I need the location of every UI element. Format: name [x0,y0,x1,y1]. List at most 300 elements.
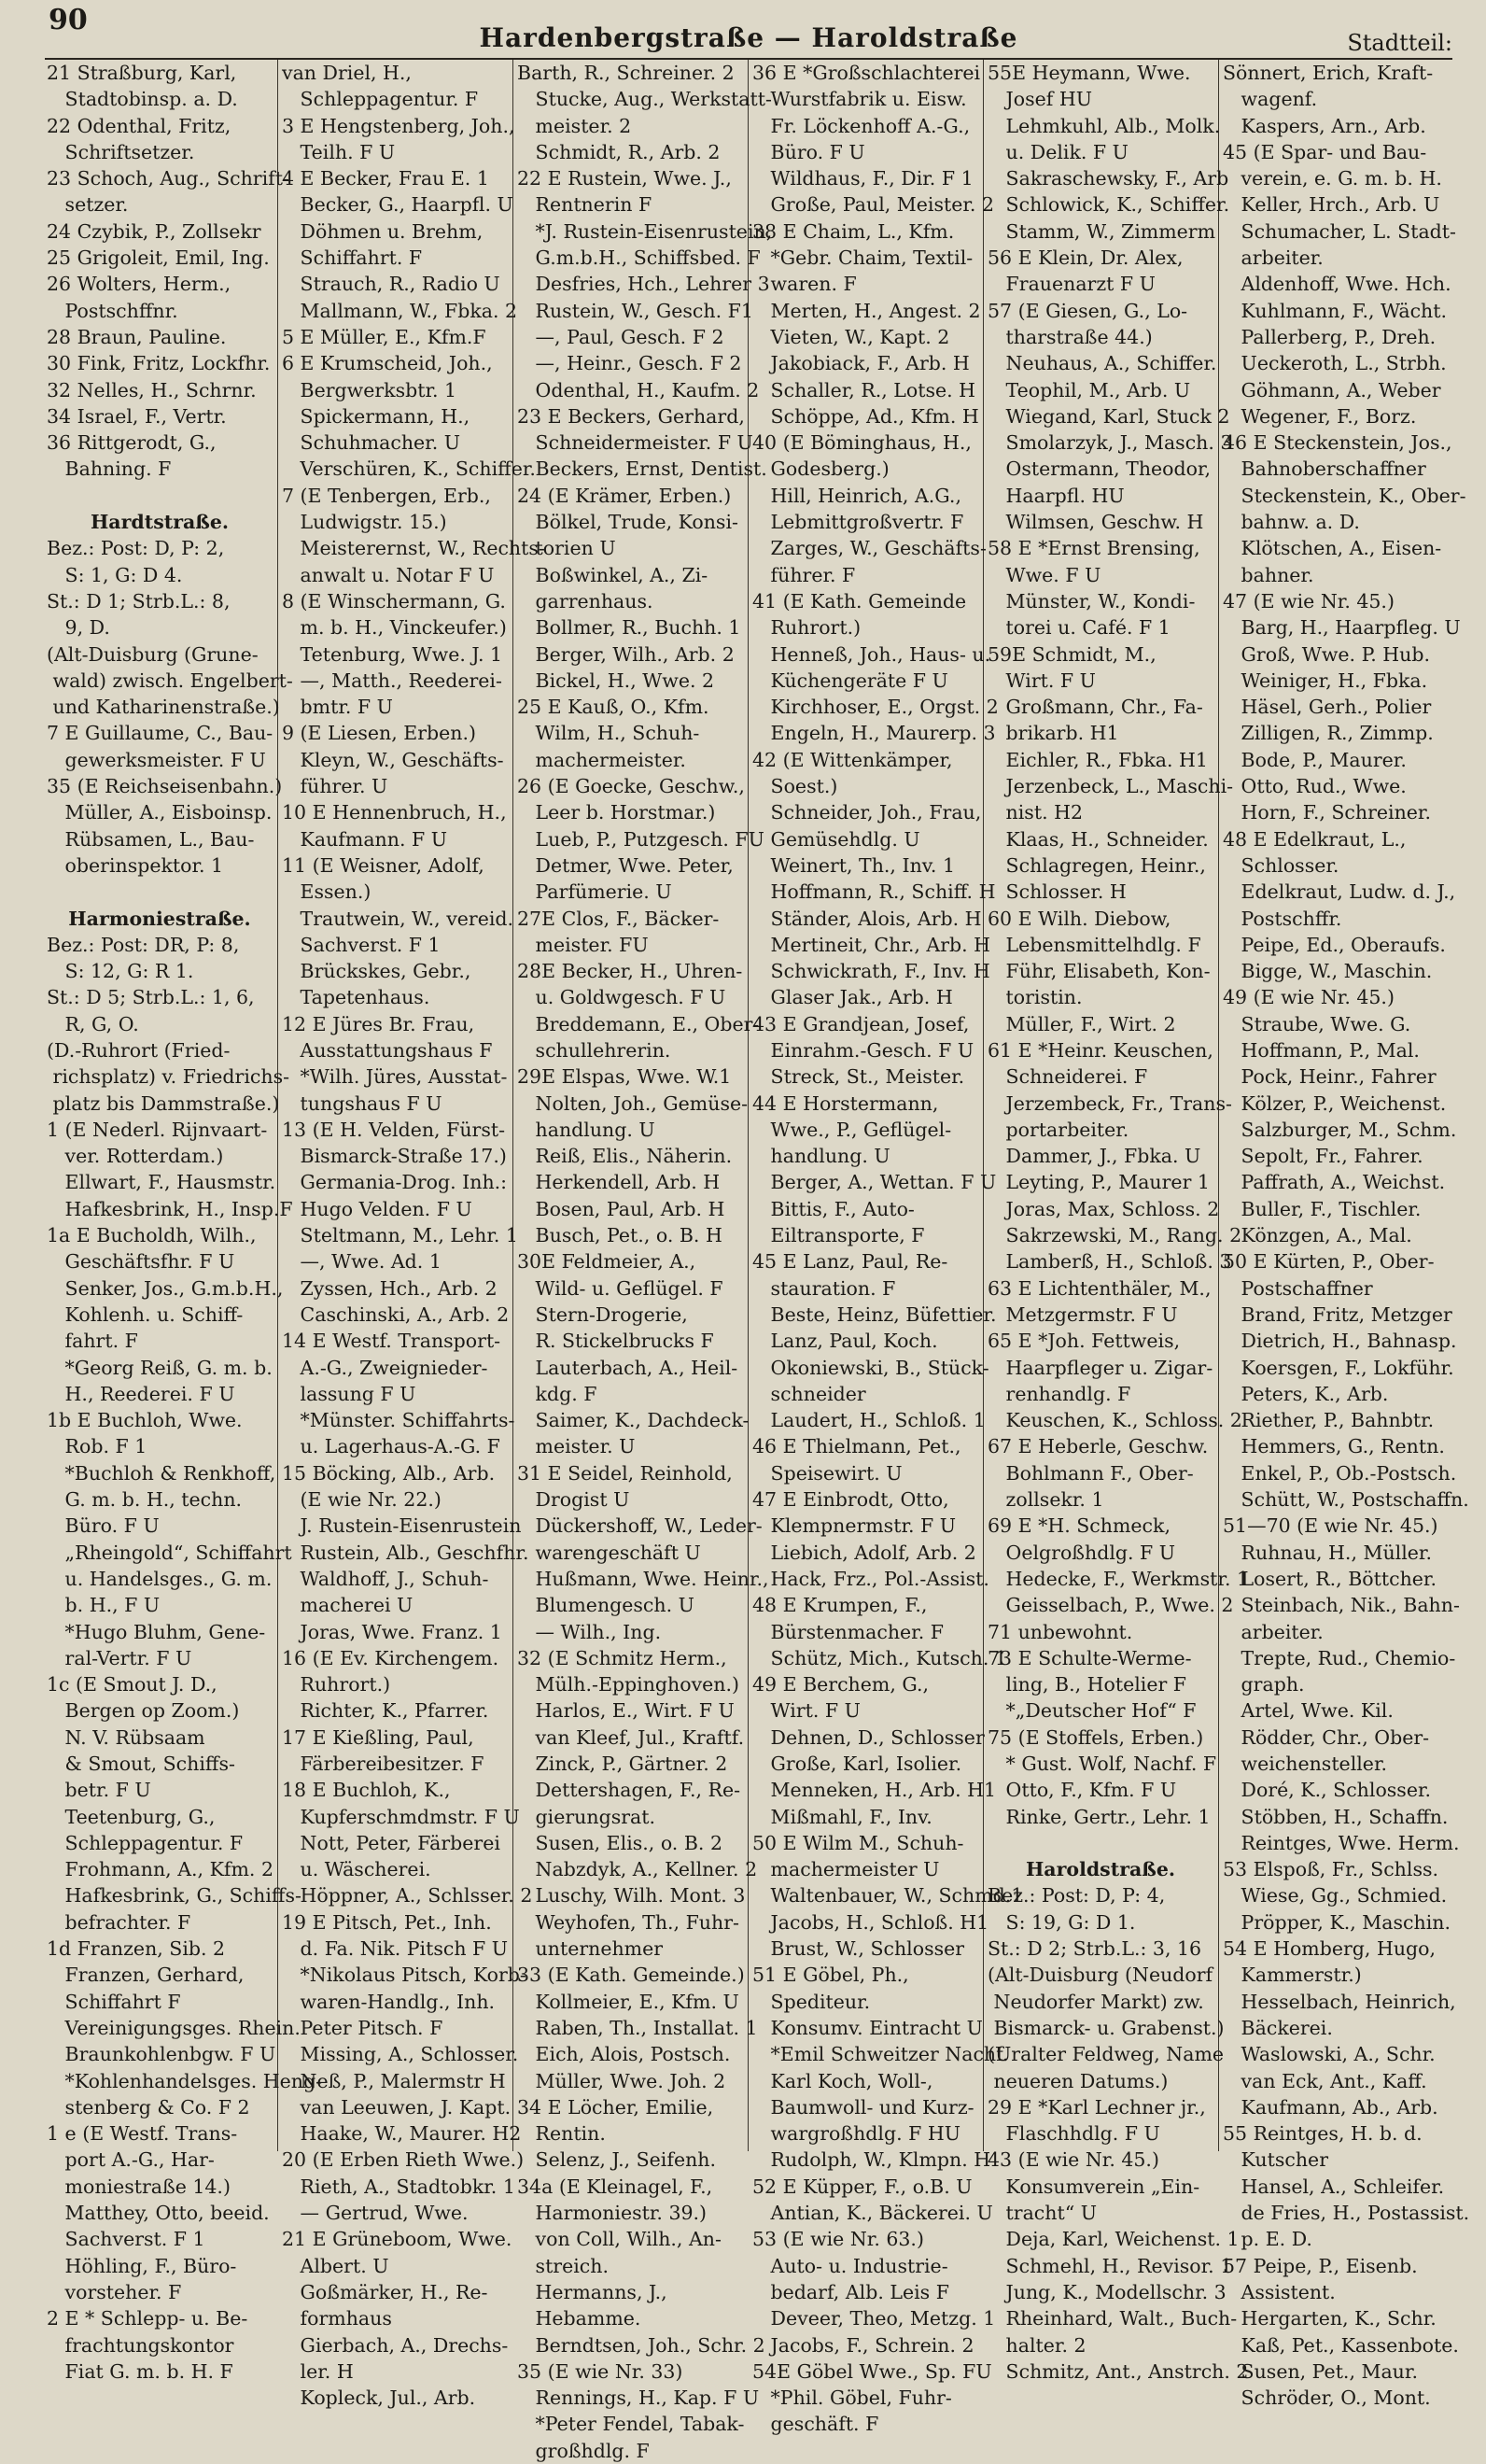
entry-line: Kölzer, P., Weichenst. [1223,1091,1447,1115]
entry-line: Rustein, Alb., Geschfhr. [282,1541,529,1564]
entry-line: 1c (E Smout J. D., [47,1673,217,1697]
entry-line: Antian, K., Bäckerei. U [752,2202,993,2225]
entry-line: *Kohlenhandelsges. Heng- [47,2069,323,2092]
entry-line: fahrt. F [47,1330,138,1353]
entry-line: u. Wäscherei. [282,1858,431,1881]
entry-line: Müller, Wwe. Joh. 2 [517,2069,726,2092]
entry-line: Hugo Velden. F U [282,1197,472,1220]
entry-line: van Kleef, Jul., Kraftf. [517,1725,745,1749]
entry-line: formhaus [282,2307,392,2330]
entry-line: 41 (E Kath. Gemeinde [752,589,967,612]
entry-line: S: 1, G: D 4. [47,563,183,586]
entry-line: Rentnerin F [517,193,652,217]
entry-line: Dehnen, D., Schlosser [752,1725,985,1749]
entry-line: garrenhaus. [517,589,653,612]
entry-line: *J. Rustein-Eisenrustein, [517,219,773,243]
entry-line: Neudorfer Markt) zw. [988,1990,1204,2013]
entry-line: Gierbach, A., Drechs- [282,2333,509,2357]
entry-line: Missing, A., Schlosser. [282,2043,519,2066]
entry-line: Vieten, W., Kapt. 2 [752,325,950,348]
entry-line: d. Fa. Nik. Pitsch F U [282,1937,509,1961]
entry-line: Sachverst. F 1 [282,933,441,956]
entry-line: Ausstattungshaus F [282,1038,493,1062]
entry-line: 25 Grigoleit, Emil, Ing. [47,246,270,270]
entry-line: Lueb, P., Putzgesch. FU [517,827,764,851]
entry-line: Hafkesbrink, H., Insp.F [47,1197,293,1220]
entry-line: 2 E * Schlepp- u. Be- [47,2307,248,2330]
entry-line: Baumwoll- und Kurz- [752,2095,974,2119]
entry-line: 4 E Becker, Frau E. 1 [282,167,489,190]
entry-line: Mallmann, W., Fbka. 2 [282,299,518,322]
entry-line: frachtungskontor [47,2333,234,2357]
entry-line: verein, e. G. m. b. H. [1223,167,1442,190]
entry-line: 40 (E Böminghaus, H., [752,431,972,455]
entry-line: Teilh. F U [282,140,396,163]
entry-line: & Smout, Schiffs- [47,1753,235,1775]
entry-line: Berger, A., Wettan. F U [752,1171,997,1194]
entry-line: Odenthal, H., Kaufm. 2 [517,378,760,401]
entry-line: Bez.: Post: D, P: 2, [47,537,225,560]
entry-line: Kirchhoser, E., Orgst. 2 [752,696,999,719]
entry-line: Klötschen, A., Eisen- [1223,537,1442,560]
entry-line: großhdlg. F [517,2439,650,2462]
entry-line: Meisterernst, W., Rechts- [282,537,545,560]
entry-line: 51—70 (E wie Nr. 45.) [1223,1514,1438,1538]
entry-line: Berger, Wilh., Arb. 2 [517,642,735,666]
entry-line: J. Rustein-Eisenrustein [282,1514,522,1538]
entry-line: Steltmann, M., Lehr. 1 [282,1224,518,1247]
entry-line: Waldhoff, J., Schuh- [282,1567,489,1590]
entry-line: Beste, Heinz, Büfettier. [752,1302,997,1326]
entry-line: 11 (E Weisner, Adolf, [282,853,484,877]
entry-line: Paffrath, A., Weichst. [1223,1171,1446,1194]
entry-line: Kutscher [1223,2148,1328,2172]
entry-line: van Leeuwen, J. Kapt. [282,2095,512,2119]
entry-line: N. V. Rübsaam [47,1725,205,1749]
entry-line: Keller, Hrch., Arb. U [1223,193,1440,217]
entry-line: Straube, Wwe. G. [1223,1012,1411,1035]
entry-line: Leyting, P., Maurer 1 [988,1171,1210,1194]
entry-line: 32 (E Schmitz Herm., [517,1646,727,1669]
entry-line: H., Reederei. F U [47,1382,235,1405]
entry-line: Senker, Jos., G.m.b.H., [47,1276,284,1300]
entry-line: Peters, K., Arb. [1223,1382,1389,1405]
entry-line: Zilligen, R., Zimmp. [1223,722,1434,745]
entry-line: Häsel, Gerh., Polier [1223,696,1432,719]
entry-line: Schütz, Mich., Kutsch. 1 [752,1646,1007,1669]
entry-line: Bergwerksbtr. 1 [282,378,457,401]
entry-line: Leer b. Horstmar.) [517,801,716,824]
entry-line: Frohmann, A., Kfm. 2 [47,1858,273,1881]
entry-line: Schlosser. [1223,853,1339,877]
entry-line: Weyhofen, Th., Fuhr- [517,1910,739,1934]
entry-line: platz bis Dammstraße.) [47,1091,280,1115]
entry-line: Otto, F., Kfm. F U [988,1779,1177,1802]
entry-line: *Nikolaus Pitsch, Korb- [282,1964,526,1987]
entry-line: Rübsamen, L., Bau- [47,827,255,851]
section-label: Stadtteil: [1347,30,1452,56]
entry-line: 32 Nelles, H., Schrnr. [47,378,257,401]
entry-line: Wiese, Gg., Schmied. [1223,1884,1448,1908]
entry-line: 21 E Grüneboom, Wwe. [282,2228,512,2251]
entry-line: Ruhnau, H., Müller. [1223,1541,1432,1564]
entry-line: Stern-Drogerie, [517,1302,688,1326]
entry-line: bahner. [1223,563,1314,586]
entry-line: Wirt. F U [988,669,1096,692]
entry-line: Fr. Löckenhoff A.-G., [752,114,971,137]
entry-line: Schmehl, H., Revisor. 1 [988,2254,1233,2277]
entry-line: Artel, Wwe. Kil. [1223,1699,1394,1723]
entry-line: 9, D. [47,616,110,640]
entry-line: gierungsrat. [517,1805,655,1828]
page-title: Hardenbergstraße — Haroldstraße [479,22,1018,53]
entry-line: Joras, Wwe. Franz. 1 [282,1620,502,1643]
entry-line: R. Stickelbrucks F [517,1330,714,1353]
entry-line: * Gust. Wolf, Nachf. F [988,1753,1217,1775]
entry-line: 65 E *Joh. Fettweis, [988,1330,1181,1353]
entry-line: portarbeiter. [988,1118,1129,1141]
entry-line: Losert, R., Böttcher. [1223,1567,1437,1590]
entry-line: vorsteher. F [47,2280,182,2303]
entry-line: Breddemann, E., Ober- [517,1012,760,1035]
entry-line: Rob. F 1 [47,1435,147,1458]
entry-line: Schlosser. H [988,880,1127,904]
entry-line: Hoffmann, P., Mal. [1223,1038,1420,1062]
entry-line: Führ, Elisabeth, Kon- [988,960,1211,983]
entry-line: Deveer, Theo, Metzg. 1 [752,2307,996,2330]
entry-line: 26 Wolters, Herm., [47,273,231,296]
entry-line: u. Handelsges., G. m. [47,1567,273,1590]
entry-line: Bez.: Post: DR, P: 8, [47,933,240,956]
entry-line: 63 E Lichtenthäler, M., [988,1276,1212,1300]
entry-line: Neß, P., Malermstr H [282,2069,506,2092]
entry-line: Ruhrort.) [752,616,862,640]
entry-line: Schöppe, Ad., Kfm. H [752,404,979,428]
entry-line: Berndtsen, Joh., Schr. 2 [517,2333,765,2357]
entry-line: 53 (E wie Nr. 63.) [752,2228,924,2251]
entry-line: Bahnoberschaffner [1223,458,1426,481]
entry-line: S: 19, G: D 1. [988,1910,1136,1934]
entry-line: Edelkraut, Ludw. d. J., [1223,880,1456,904]
entry-line: Stadtobinsp. a. D. [47,88,238,111]
entry-line: Jacobs, H., Schloß. H1 [752,1910,989,1934]
entry-line: Schlagregen, Heinr., [988,853,1206,877]
entry-line: Horn, F., Schreiner. [1223,801,1431,824]
entry-line: 30E Feldmeier, A., [517,1250,696,1274]
entry-line: Steinbach, Nik., Bahn- [1223,1594,1460,1617]
entry-line: Bigge, W., Maschin. [1223,960,1433,983]
entry-line: Koersgen, F., Lokführ. [1223,1356,1454,1379]
entry-line: handlung. U [517,1118,655,1141]
entry-line: richsplatz) v. Friedrichs- [47,1065,290,1089]
entry-line: brikarb. H1 [988,722,1119,745]
entry-line: neueren Datums.) [988,2069,1169,2092]
entry-line: (D.-Ruhrort (Fried- [47,1038,231,1062]
entry-line: Kohlenh. u. Schiff- [47,1302,244,1326]
entry-line: Nolten, Joh., Gemüse- [517,1091,749,1115]
street-heading: Hardtstraße. [90,511,230,534]
entry-line: Riether, P., Bahnbtr. [1223,1409,1435,1432]
entry-line: Göhmann, A., Weber [1223,378,1441,401]
entry-line: Okoniewski, B., Stück- [752,1356,989,1379]
entry-line: 36 Rittgerodt, G., [47,431,217,455]
entry-line: 1 (E Nederl. Rijnvaart- [47,1118,268,1141]
entry-line: Pallerberg, P., Dreh. [1223,325,1437,348]
entry-line: Tapetenhaus. [282,986,430,1009]
entry-line: Waslowski, A., Schr. [1223,2043,1436,2066]
entry-line: Einrahm.-Gesch. F U [752,1038,974,1062]
entry-line: 35 (E Reichseisenbahn.) [47,775,283,798]
entry-line: 45 E Lanz, Paul, Re- [752,1250,948,1274]
entry-line: Müller, F., Wirt. 2 [988,1012,1176,1035]
entry-line: 55E Heymann, Wwe. [988,62,1191,84]
entry-line: Auto- u. Industrie- [752,2254,948,2277]
entry-line: Ostermann, Theodor, [988,458,1212,481]
entry-line: Reiß, Elis., Näherin. [517,1145,733,1168]
entry-line: und Katharinenstraße.) [47,696,280,719]
entry-line: Bohlmann F., Ober- [988,1461,1194,1485]
entry-line: 47 E Einbrodt, Otto, [752,1488,949,1512]
entry-line: Speisewirt. U [752,1461,903,1485]
entry-line: *Hugo Bluhm, Gene- [47,1620,266,1643]
entry-line: Schleppagentur. F [282,88,479,111]
entry-line: — Gertrud, Wwe. [282,2202,469,2225]
entry-line: Peipe, Ed., Oberaufs. [1223,933,1446,956]
entry-line: Sakrzewski, M., Rang. 2 [988,1224,1242,1247]
entry-line: Desfries, Hch., Lehrer 3 [517,273,770,296]
entry-line: Trepte, Rud., Chemio- [1223,1646,1456,1669]
entry-line: Gemüsehdlg. U [752,827,920,851]
entry-line: 23 Schoch, Aug., Schrift- [47,167,289,190]
entry-line: Schleppagentur. F [47,1831,244,1854]
entry-line: 48 E Edelkraut, L., [1223,827,1407,851]
entry-line: Weiniger, H., Fbka. [1223,669,1428,692]
entry-line: torei u. Café. F 1 [988,616,1171,640]
entry-line: Kaspers, Arn., Arb. [1223,114,1426,137]
entry-line: Germania-Drog. Inh.: [282,1171,508,1194]
entry-line: Sachverst. F 1 [47,2228,205,2251]
entry-line: Dettershagen, F., Re- [517,1779,741,1802]
entry-line: Wurstfabrik u. Eisw. [752,88,967,111]
entry-line: Hack, Frz., Pol.-Assist. [752,1567,989,1590]
entry-line: Rudolph, W., Klmpn. H [752,2148,991,2172]
entry-line: Waltenbauer, W., Schmd.1 [752,1884,1024,1908]
entry-line: Wegener, F., Borz. [1223,404,1417,428]
entry-line: A.-G., Zweignieder- [282,1356,488,1379]
entry-line: Fiat G. m. b. H. F [47,2359,233,2383]
entry-line: Buller, F., Tischler. [1223,1197,1422,1220]
column-6 [1219,60,1470,2410]
entry-line: wald) zwisch. Engelbert- [47,669,293,692]
entry-line: 50 E Kürten, P., Ober- [1223,1250,1435,1274]
entry-line: befrachter. F [47,1910,191,1934]
entry-line: Haarpfl. HU [988,484,1125,507]
entry-line: Ruhrort.) [282,1673,391,1697]
entry-line: Schriftsetzer. [47,140,195,163]
entry-line: u. Goldwgesch. F U [517,986,726,1009]
entry-line: Schneidermeister. F U [517,431,753,455]
entry-line: Haake, W., Maurer. H2 [282,2122,522,2146]
entry-line: Klempnermstr. F U [752,1514,957,1538]
entry-line: Kollmeier, E., Kfm. U [517,1990,739,2013]
entry-line: toristin. [988,986,1083,1009]
entry-line: Kammerstr.) [1223,1964,1362,1987]
entry-line: Glaser Jak., Arb. H [752,986,953,1009]
entry-line: Vereinigungsges. Rhein. [47,2016,301,2039]
entry-line: 30 Fink, Fritz, Lockfhr. [47,352,271,375]
entry-line: torien U [517,537,616,560]
entry-line: Schaller, R., Lotse. H [752,378,976,401]
entry-line: Zyssen, Hch., Arb. 2 [282,1276,498,1300]
entry-line: 35 (E wie Nr. 33) [517,2359,683,2383]
entry-line: Färbereibesitzer. F [282,1753,484,1775]
entry-line: Ludwigstr. 15.) [282,511,447,534]
entry-line: Susen, Elis., o. B. 2 [517,1831,722,1854]
entry-line: Bahning. F [47,458,172,481]
entry-line: 43 E Grandjean, Josef, [752,1012,970,1035]
entry-line: Bürstenmacher. F [752,1620,944,1643]
entry-line: 1 e (E Westf. Trans- [47,2122,238,2146]
entry-line: Jerzenbeck, L., Maschi- [988,775,1234,798]
entry-line: Kuhlmann, F., Wächt. [1223,299,1448,322]
entry-line: 55 Reintges, H. b. d. [1223,2122,1423,2146]
entry-line: Liebich, Adolf, Arb. 2 [752,1541,976,1564]
entry-line: 33 (E Kath. Gemeinde.) [517,1964,745,1987]
entry-line: 22 Odenthal, Fritz, [47,114,231,137]
entry-line: 29 E *Karl Lechner jr., [988,2095,1206,2119]
entry-line: Schuhmacher. U [282,431,461,455]
entry-line: Herkendell, Arb. H [517,1171,721,1194]
entry-line: Matthey, Otto, beeid. [47,2202,270,2225]
entry-line: 7 E Guillaume, C., Bau- [47,722,273,745]
entry-line: Wildhaus, F., Dir. F 1 [752,167,974,190]
entry-line: S: 12, G: R 1. [47,960,194,983]
entry-line: 26 (E Goecke, Geschw., [517,775,745,798]
entry-line: u. Lagerhaus-A.-G. F [282,1435,500,1458]
entry-line: 53 Elspoß, Fr., Schlss. [1223,1858,1438,1881]
entry-line: Brand, Fritz, Metzger [1223,1302,1452,1326]
entry-line: 20 (E Erben Rieth Wwe.) [282,2148,525,2172]
entry-line: 54 E Homberg, Hugo, [1223,1937,1437,1961]
entry-line: meister. FU [517,933,649,956]
entry-line: Höppner, A., Schlsser. 2 [282,1884,533,1908]
entry-line: Dammer, J., Fbka. U [988,1145,1201,1168]
entry-line: Neuhaus, A., Schiffer. [988,352,1217,375]
entry-line: Schlowick, K., Schiffer. [988,193,1230,217]
entry-line: Jakobiack, F., Arb. H [752,352,970,375]
entry-line: Streck, St., Meister. [752,1065,965,1089]
entry-line: Hergarten, K., Schr. [1223,2307,1437,2330]
entry-line: Franzen, Gerhard, [47,1964,245,1987]
entry-line: Pock, Heinr., Fahrer [1223,1065,1437,1089]
entry-line: waren-Handlg., Inh. [282,1990,496,2013]
entry-line: Bäckerei. [1223,2016,1333,2039]
entry-line: Müller, A., Eisboinsp. [47,801,273,824]
entry-line: Lamberß, H., Schloß. 3 [988,1250,1232,1274]
entry-line: Metzgermstr. F U [988,1302,1178,1326]
entry-line: Kaß, Pet., Kassenbote. [1223,2333,1459,2357]
entry-line: Küchengeräte F U [752,669,948,692]
entry-line: Schmitz, Ant., Anstrch. 2 [988,2359,1249,2383]
entry-line: *Buchloh & Renkhoff, [47,1461,276,1485]
entry-line: Bismarck- u. Grabenst.) [988,2016,1225,2039]
entry-line: —, Paul, Gesch. F 2 [517,325,724,348]
entry-line: Geisselbach, P., Wwe. 2 [988,1594,1234,1617]
entry-line: Susen, Pet., Maur. [1223,2359,1418,2383]
entry-line: m. b. H., Vinckeufer.) [282,616,507,640]
entry-line: Zinck, P., Gärtner. 2 [517,1753,728,1775]
entry-line: 44 E Horstermann, [752,1091,939,1115]
column-2 [278,60,545,2410]
entry-line: 34 Israel, F., Vertr. [47,404,227,428]
entry-line: de Fries, H., Postassist. [1223,2202,1470,2225]
entry-line: 16 (E Ev. Kirchengem. [282,1646,499,1669]
entry-line: (Uralter Feldweg, Name [988,2043,1225,2066]
street-heading: Haroldstraße. [1025,1858,1176,1881]
entry-line: Richter, K., Pfarrer. [282,1699,489,1723]
entry-line: Ueckeroth, L., Strbh. [1223,352,1447,375]
column-5 [984,60,1250,2383]
entry-line: Konsumv. Eintracht U [752,2016,983,2039]
entry-line: u. Delik. F U [988,140,1129,163]
entry-line: Brückskes, Gebr., [282,960,471,983]
entry-line: port A.-G., Har- [47,2148,215,2172]
entry-line: Hebamme. [517,2307,641,2330]
entry-line: setzer. [47,193,129,217]
entry-line: 45 (E Spar- und Bau- [1223,140,1427,163]
entry-line: bmtr. F U [282,696,393,719]
entry-line: 49 E Berchem, G., [752,1673,930,1697]
entry-line: Rennings, H., Kap. F U [517,2387,760,2410]
entry-line: Keuschen, K., Schloss. 2 [988,1409,1242,1432]
entry-line: ling, B., Hotelier F [988,1673,1187,1697]
entry-line: 18 E Buchloh, K., [282,1779,451,1802]
entry-line: Stöbben, H., Schaffn. [1223,1805,1449,1828]
entry-line: 48 E Krumpen, F., [752,1594,928,1617]
street-heading: Harmoniestraße. [68,907,251,930]
entry-line: 1d Franzen, Sib. 2 [47,1937,226,1961]
entry-line: 52 E Küpper, F., o.B. U [752,2175,973,2198]
entry-line: p. E. D. [1223,2228,1312,2251]
entry-line: arbeiter. [1223,246,1324,270]
entry-line: 3 E Hengstenberg, Joh., [282,114,515,137]
entry-line: 43 (E wie Nr. 45.) [988,2148,1159,2172]
entry-line: 29E Elspas, Wwe. W.1 [517,1065,732,1089]
entry-line: 8 (E Winschermann, G. [282,589,506,612]
entry-line: geschäft. F [752,2413,879,2436]
entry-line: Kupferschmdmstr. F U [282,1805,520,1828]
entry-line: Otto, Rud., Wwe. [1223,775,1407,798]
entry-line: Büro. F U [752,140,865,163]
entry-line: Schiffahrt. F [282,246,423,270]
entry-line: Henneß, Joh., Haus- u. [752,642,991,666]
entry-line: Bez.: Post: D, P: 4, [988,1884,1166,1908]
entry-line: Beckers, Ernst, Dentist. [517,458,767,481]
entry-line: Rentin. [517,2122,606,2146]
entry-line: Döhmen u. Brehm, [282,219,484,243]
entry-line: Detmer, Wwe. Peter, [517,853,734,877]
entry-line: 28E Becker, H., Uhren- [517,960,743,983]
entry-line: Deja, Karl, Weichenst. 1 [988,2228,1240,2251]
entry-line: Strauch, R., Radio U [282,273,500,296]
entry-line: Hoffmann, R., Schiff. H [752,880,996,904]
entry-line: Stucke, Aug., Werkstatt- [517,88,772,111]
entry-line: Schumacher, L. Stadt- [1223,219,1456,243]
entry-line: 75 (E Stoffels, Erben.) [988,1725,1204,1749]
entry-line: Kopleck, Jul., Arb. [282,2387,476,2410]
entry-line: 31 E Seidel, Reinhold, [517,1461,733,1485]
entry-line: Blumengesch. U [517,1594,694,1617]
